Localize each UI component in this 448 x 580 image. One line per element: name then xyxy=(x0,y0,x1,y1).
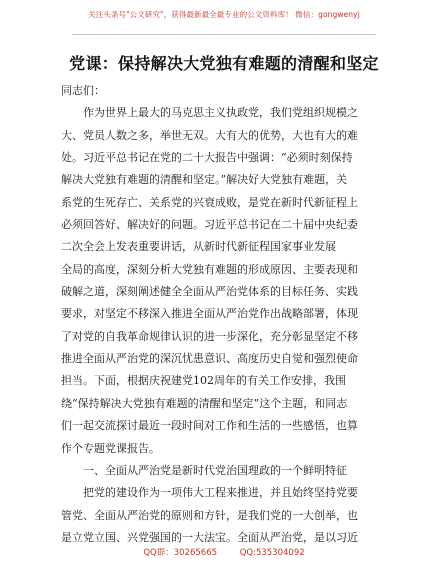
body-line: 必须回答好、解决好的问题。习近平总书记在二十届中央纪委 xyxy=(61,218,358,232)
body-line: 管党、全面从严治党的原则和方针，是我们党的一大创举，也 xyxy=(61,508,358,522)
header-note: 关注头条号"公文研究"，获得最新最全最专业的公文资料库！ 微信：gongwenyj xyxy=(88,10,360,19)
footer-qq-group: QQ群：30265665 xyxy=(143,548,218,558)
footer-qq: QQ:535304092 xyxy=(239,548,305,558)
body-line: 作个专题党课报告。 xyxy=(61,441,160,455)
body-line: 把党的建设作为一项伟大工程来推进，并且始终坚持党要 xyxy=(83,486,358,500)
body-line: 同志们： xyxy=(61,84,105,97)
body-line: 了对党的自我革命规律认识的进一步深化，充分彰显坚定不移 xyxy=(61,329,358,343)
body-line: 是立党立国、兴党强国的一大法宝。全面从严治党，是以习近 xyxy=(61,530,358,544)
page-title: 党课：保持解决大党独有难题的清醒和坚定 xyxy=(69,54,379,73)
header-divider xyxy=(72,34,376,35)
body-line: 系党的生死存亡、关系党的兴衰成败，是党在新时代新征程上 xyxy=(61,195,358,209)
body-line: 担当。下面，根据庆祝建党102周年的有关工作安排，我围 xyxy=(61,374,346,388)
body-line: 解决大党独有难题的清醒和坚定。”解决好大党独有难题，关 xyxy=(61,173,348,187)
body-line: 推进全面从严治党的深沉忧患意识、高度历史自觉和强烈使命 xyxy=(61,352,358,366)
body-line: 二次全会上发表重要讲话，从新时代新征程国家事业发展 xyxy=(61,240,336,254)
footer xyxy=(0,546,448,558)
body-line: 一、全面从严治党是新时代党治国理政的一个鲜明特征 xyxy=(83,463,347,477)
body-line: 全局的高度，深刻分析大党独有难题的形成原因、主要表现和 xyxy=(61,262,358,276)
body-line: 大、党员人数之多，举世无双。大有大的优势，大也有大的难 xyxy=(61,128,358,142)
body-line: 们一起交流探讨最近一段时间对工作和生活的一些感悟，也算 xyxy=(61,419,358,433)
document-body xyxy=(61,80,387,549)
body-line: 作为世界上最大的马克思主义执政党，我们党组织规模之 xyxy=(83,106,358,120)
body-line: 处。习近平总书记在党的二十大报告中强调：“必须时刻保持 xyxy=(61,151,353,165)
body-line: 破解之道，深刻阐述健全全面从严治党体系的目标任务、实践 xyxy=(61,285,358,299)
body-line: 要求，对坚定不移深入推进全面从严治党作出战略部署，体现 xyxy=(61,307,358,321)
body-line: 绕“保持解决大党独有难题的清醒和坚定”这个主题，和同志 xyxy=(61,396,348,410)
